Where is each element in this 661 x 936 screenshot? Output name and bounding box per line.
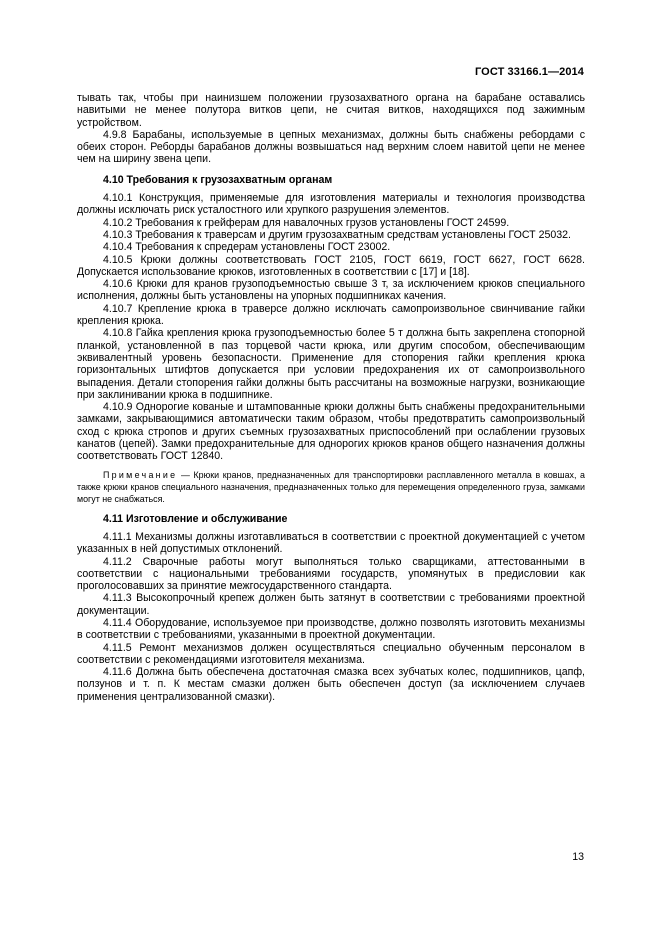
paragraph-4-11-2: 4.11.2 Сварочные работы могут выполняться только сварщиками, аттестованными в соответствии с национальными требованиями государств, упомянутых в предисловии как проголосовавших за принятие межгосударственного стандарта. — [77, 555, 585, 593]
paragraph-4-10-7: 4.10.7 Крепление крюка в траверсе должно исключать самопроизвольное свинчивание гайки крепления крюка. — [77, 302, 585, 328]
paragraph-4-11-1: 4.11.1 Механизмы должны изготавливаться в соответствии с проектной документацией с учетом указанных в ней допустимых отклонений. — [77, 530, 585, 556]
section-heading-4-10: 4.10 Требования к грузозахватным органам — [103, 173, 333, 186]
paragraph-continuation: тывать так, чтобы при наинизшем положении грузозахватного органа на барабане оставались навитыми не менее полутора витков цепи, не считая витков, находящихся под зажимным устройством. — [77, 92, 585, 129]
note-text: — Крюки кранов, предназначенных для транспортировки расплавленного металла в ковшах, а также крюки кранов специального назначения, предназначенных только для перемещения определенного груза, замками могут не снабжаться. — [77, 469, 585, 504]
document-standard-number: ГОСТ 33166.1—2014 — [474, 66, 584, 78]
paragraph-4-11-6: 4.11.6 Должна быть обеспечена достаточная смазка всех зубчатых колес, подшипников, цапф, ползунов и т. п. К местам смазки должен быть обеспечен доступ (за исключением случаев применения централизованной смазки). — [77, 666, 585, 703]
paragraph-4-11-4: 4.11.4 Оборудование, используемое при производстве, должно позволять изготовить механизмы в соответствии с требованиями, указанными в проектной документации. — [77, 616, 585, 642]
paragraph-4-9-8: 4.9.8 Барабаны, используемые в цепных механизмах, должны быть снабжены ребордами с обеих сторон. Реборды барабанов должны возвышаться над верхним слоем навитой цепи не менее чем на ширину звена цепи. — [77, 128, 585, 166]
paragraph-4-11-3: 4.11.3 Высокопрочный крепеж должен быть затянут в соответствии с требованиями проектной документации. — [77, 592, 585, 617]
section-heading-4-11: 4.11 Изготовление и обслуживание — [103, 512, 288, 525]
paragraph-4-10-9: 4.10.9 Однорогие кованые и штампованные крюки должны быть снабжены предохранительными замками, закрывающимися автоматически таким образом, чтобы предотвратить самопроизвольный сход с крюка стропов и других съемных грузозахватных приспособлений при ослаблении грузовых канатов (цепей). Замки предохранительные для однорогих крюков кранов общего назначения должны соответствовать ГОСТ 12840. — [77, 401, 585, 463]
page-number: 13 — [572, 851, 584, 863]
note-paragraph — [77, 469, 585, 505]
paragraph-4-10-6: 4.10.6 Крюки для кранов грузоподъемностью свыше 3 т, за исключением крюков специального исполнения, должны быть установлены на упорных подшипниках качения. — [77, 278, 585, 303]
document-body — [77, 92, 585, 703]
paragraph-4-10-1: 4.10.1 Конструкция, применяемые для изготовления материалы и технология производства должны исключать риск усталостного или хрупкого разрушения элементов. — [77, 192, 585, 217]
paragraph-4-10-5: 4.10.5 Крюки должны соответствовать ГОСТ 2105, ГОСТ 6619, ГОСТ 6627, ГОСТ 6628. Допускается использование крюков, изготовленных в соответствии с [17] и [18]. — [77, 253, 585, 278]
paragraph-4-10-2: 4.10.2 Требования к грейферам для навалочных грузов установлены ГОСТ 24599. — [103, 216, 510, 229]
note-label: Примечание — [103, 469, 178, 480]
paragraph-4-11-5: 4.11.5 Ремонт механизмов должен осуществляться специально обученным персоналом в соответствии с рекомендациями изготовителя механизма. — [77, 641, 585, 666]
paragraph-4-10-3: 4.10.3 Требования к траверсам и другим грузозахватным средствам установлены ГОСТ 25032. — [103, 228, 571, 241]
paragraph-4-10-8: 4.10.8 Гайка крепления крюка грузоподъемностью более 5 т должна быть закреплена стопорной планкой, установленной в паз торцевой части крюка, или другим способом, обеспечивающим эквивалентный уровень безопасности. Применение для стопорения гайки крепления крюка горизонтальных штифтов допускается при условии предохранения их от самопроизвольного выпадения. Детали стопорения гайки должны быть рассчитаны на возможные нагрузки, возникающие при заклинивании крюка в подшипнике. — [77, 327, 585, 401]
paragraph-4-10-4: 4.10.4 Требования к спредерам установлены ГОСТ 23002. — [103, 241, 391, 254]
